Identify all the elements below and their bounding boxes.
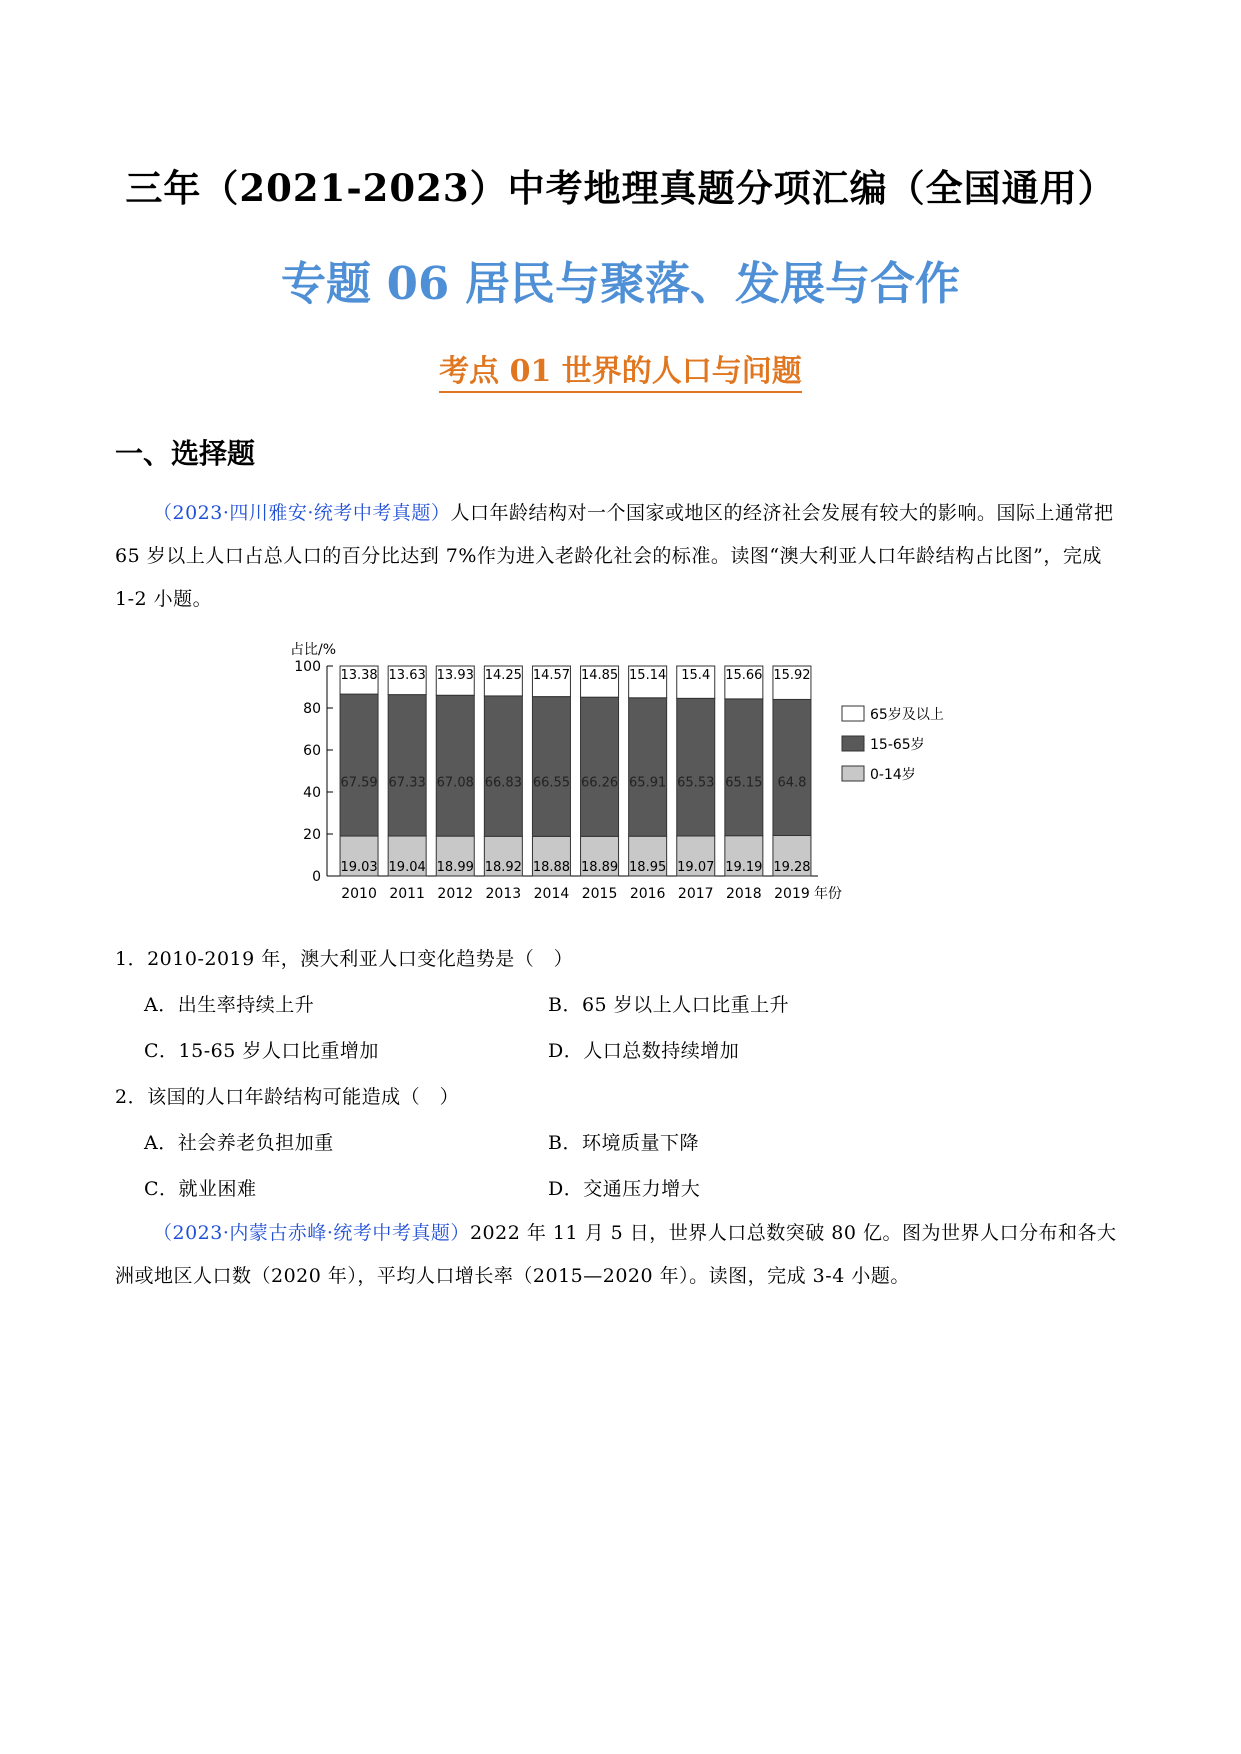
x-tick-label-2017: 2017 xyxy=(677,886,714,902)
x-axis-label: 年份 xyxy=(813,886,842,902)
data-label-2011-series-1: 67.33 xyxy=(388,775,426,791)
data-label-2010-series-2: 13.38 xyxy=(340,668,378,683)
legend-label-1: 15-65岁 xyxy=(870,737,925,753)
data-label-2013-series-0: 18.92 xyxy=(484,860,522,875)
data-label-2017-series-1: 65.53 xyxy=(677,775,715,791)
data-label-2019-series-0: 19.28 xyxy=(773,860,811,875)
x-tick-label-2018: 2018 xyxy=(726,886,762,902)
age-structure-chart xyxy=(290,640,944,920)
x-tick-label-2014: 2014 xyxy=(533,886,570,902)
y-tick-label-100: 100 xyxy=(294,659,321,675)
question-2-option-a: A．社会养老负担加重 xyxy=(144,1132,334,1154)
bar-2016-series-1 xyxy=(629,698,667,836)
data-label-2016-series-1: 65.91 xyxy=(629,775,667,791)
question-1-stem: 1．2010-2019 年，澳大利亚人口变化趋势是（ ） xyxy=(115,948,574,970)
bar-2014-series-1 xyxy=(532,697,570,837)
question-1-option-d: D．人口总数持续增加 xyxy=(548,1040,740,1062)
y-axis-label: 占比/% xyxy=(290,642,337,658)
question-2-option-c: C．就业困难 xyxy=(144,1178,257,1200)
chart-svg xyxy=(290,640,944,920)
data-label-2012-series-0: 18.99 xyxy=(436,860,474,875)
data-label-2013-series-1: 66.83 xyxy=(484,775,522,791)
question-2-stem: 2．该国的人口年龄结构可能造成（ ） xyxy=(115,1086,460,1108)
data-label-2010-series-1: 67.59 xyxy=(340,775,378,791)
passage-1 xyxy=(115,492,1125,621)
bar-2017-series-1 xyxy=(677,698,715,836)
data-label-2018-series-0: 19.19 xyxy=(725,860,763,875)
y-tick-label-80: 80 xyxy=(303,701,321,717)
bar-2019-series-1 xyxy=(773,699,811,835)
data-label-2017-series-0: 19.07 xyxy=(677,860,715,875)
passage-2 xyxy=(115,1212,1125,1298)
bar-2012-series-1 xyxy=(436,695,474,836)
question-1-option-c: C．15-65 岁人口比重增加 xyxy=(144,1040,379,1062)
passage-2-text: 2022 年 11 月 5 日，世界人口总数突破 80 亿。图为世界人口分布和各大洲或地区人口数（2020 年），平均人口增长率（2015—2020 年）。读图，完成 3-4 小题。 xyxy=(115,1222,1117,1287)
x-tick-label-2010: 2010 xyxy=(341,886,377,902)
data-label-2019-series-2: 15.92 xyxy=(773,668,811,683)
data-label-2016-series-2: 15.14 xyxy=(629,668,667,683)
data-label-2015-series-1: 66.26 xyxy=(580,775,619,791)
main-title: 三年（2021-2023）中考地理真题分项汇编（全国通用） xyxy=(125,166,1116,210)
x-tick-label-2019: 2019 xyxy=(774,886,810,902)
bar-2018-series-1 xyxy=(725,699,763,836)
data-label-2016-series-0: 18.95 xyxy=(629,860,667,875)
data-label-2019-series-1: 64.8 xyxy=(777,775,807,791)
y-tick-label-0: 0 xyxy=(312,869,321,885)
y-tick-label-20: 20 xyxy=(303,827,321,843)
question-1-option-a: A．出生率持续上升 xyxy=(144,994,315,1016)
question-1-option-b: B．65 岁以上人口比重上升 xyxy=(548,994,790,1016)
section-heading: 一、选择题 xyxy=(115,437,256,470)
data-label-2012-series-2: 13.93 xyxy=(436,668,474,683)
question-2-option-d: D．交通压力增大 xyxy=(548,1178,701,1200)
legend-swatch-1 xyxy=(842,736,864,751)
point-title-text: 考点 01 世界的人口与问题 xyxy=(439,354,802,393)
bar-2015-series-1 xyxy=(581,697,619,836)
data-label-2010-series-0: 19.03 xyxy=(340,860,378,875)
point-title xyxy=(0,346,1241,390)
legend-label-2: 0-14岁 xyxy=(870,767,916,783)
x-tick-label-2016: 2016 xyxy=(629,886,666,902)
passage-1-source: （2023·四川雅安·统考中考真题） xyxy=(153,502,451,524)
data-label-2014-series-2: 14.57 xyxy=(532,668,571,683)
y-tick-label-40: 40 xyxy=(303,785,321,801)
legend-label-0: 65岁及以上 xyxy=(870,707,944,723)
legend-swatch-2 xyxy=(842,766,864,781)
data-label-2011-series-2: 13.63 xyxy=(388,668,426,683)
y-tick-label-60: 60 xyxy=(303,743,321,759)
x-tick-label-2011: 2011 xyxy=(389,886,425,902)
bar-2011-series-1 xyxy=(388,695,426,836)
question-2-option-b: B．环境质量下降 xyxy=(548,1132,699,1154)
data-label-2014-series-0: 18.88 xyxy=(532,860,571,875)
x-tick-label-2012: 2012 xyxy=(437,886,474,902)
data-label-2015-series-0: 18.89 xyxy=(580,860,619,875)
passage-2-source: （2023·内蒙古赤峰·统考中考真题） xyxy=(153,1222,470,1244)
bar-2013-series-1 xyxy=(484,696,522,836)
data-label-2015-series-2: 14.85 xyxy=(580,668,619,683)
data-label-2017-series-2: 15.4 xyxy=(681,668,711,683)
passage-1-text: 人口年龄结构对一个国家或地区的经济社会发展有较大的影响。国际上通常把 65 岁以上人口占总人口的百分比达到 7%作为进入老龄化社会的标准。读图“澳大利亚人口年龄结构占比图”，完成 1-2 小题。 xyxy=(115,502,1114,610)
data-label-2013-series-2: 14.25 xyxy=(484,668,522,683)
data-label-2011-series-0: 19.04 xyxy=(388,860,426,875)
topic-title: 专题 06 居民与聚落、发展与合作 xyxy=(281,257,960,310)
x-tick-label-2013: 2013 xyxy=(485,886,522,902)
data-label-2012-series-1: 67.08 xyxy=(436,775,474,791)
data-label-2018-series-2: 15.66 xyxy=(725,668,763,683)
data-label-2014-series-1: 66.55 xyxy=(532,775,571,791)
legend-swatch-0 xyxy=(842,706,864,721)
data-label-2018-series-1: 65.15 xyxy=(725,775,763,791)
bar-2010-series-1 xyxy=(340,694,378,836)
x-tick-label-2015: 2015 xyxy=(581,886,618,902)
